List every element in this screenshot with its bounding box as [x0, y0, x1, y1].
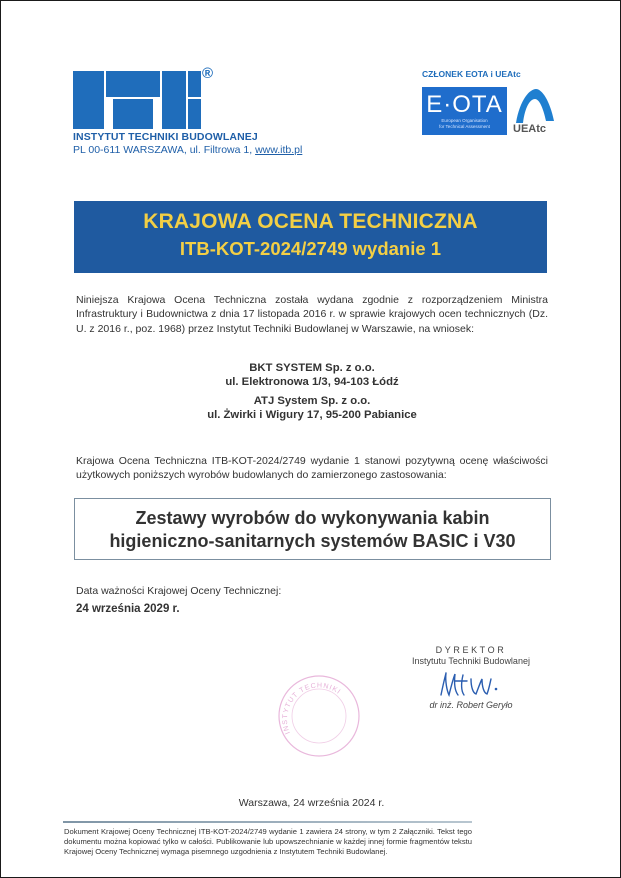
eota-logo-text: E·OTA [426, 91, 503, 118]
applicant-address: ul. Żwirki i Wigury 17, 95-200 Pabianice [207, 409, 417, 421]
product-line-2: higieniczno-sanitarnych systemów BASIC i V30 [109, 531, 516, 551]
signatory-institution: Instytutu Techniki Budowlanej [412, 656, 530, 666]
signatory-name: dr inż. Robert Geryło [429, 700, 513, 710]
title-banner [74, 201, 547, 273]
signatory-title: DYREKTOR [435, 645, 507, 655]
footer-divider [63, 821, 472, 823]
applicant-name: BKT SYSTEM Sp. z o.o. [249, 362, 375, 374]
ueatc-logo-text: UEAtc [513, 123, 547, 135]
document-title: KRAJOWA OCENA TECHNICZNA [143, 210, 478, 233]
registered-mark: ® [202, 65, 214, 82]
signature-icon [433, 669, 503, 699]
assessment-paragraph: Krajowa Ocena Techniczna ITB-KOT-2024/2749 wydanie 1 stanowi pozytywną ocenę właściwości użytkowych poniższych wyrobów budowlanych do zamierzonego zastosowania: [76, 455, 548, 482]
official-stamp-icon [276, 673, 362, 759]
eota-logo-subtitle [422, 118, 507, 130]
eota-subtitle-line-2: for Technical Assessment [439, 124, 490, 129]
institute-name: INSTYTUT TECHNIKI BUDOWLANEJ [73, 131, 258, 143]
intro-paragraph: Niniejsza Krajowa Ocena Techniczna została wydana zgodnie z rozporządzeniem Ministra Infrastruktury i Budownictwa z dnia 17 listopada 2016 r. w sprawie krajowych ocen technicznych (Dz. U. z 2016 r., poz. 1968) przez Instytut Techniki Budowlanej w Warszawie, na wniosek: [76, 294, 548, 335]
eota-subtitle-line-1: European Organisation [441, 118, 488, 123]
applicant-name: ATJ System Sp. z o.o. [253, 395, 371, 407]
applicants-block [76, 361, 548, 422]
product-box [74, 498, 551, 560]
institute-address [73, 144, 302, 156]
address-text: PL 00-611 WARSZAWA, ul. Filtrowa 1, [73, 144, 256, 156]
eota-logo [422, 87, 507, 135]
membership-label: CZŁONEK EOTA i UEAtc [422, 69, 521, 79]
validity-date: 24 września 2029 r. [76, 603, 180, 615]
svg-text:INSTYTUT TECHNIKI: INSTYTUT TECHNIKI [281, 682, 342, 735]
document-number: ITB-KOT-2024/2749 wydanie 1 [179, 238, 442, 259]
itb-logo [73, 71, 201, 129]
product-line-1: Zestawy wyrobów do wykonywania kabin [135, 508, 490, 528]
footer-note: Dokument Krajowej Oceny Technicznej ITB-KOT-2024/2749 wydanie 1 zawiera 24 strony, w tym 2 Załączniki. Tekst tego dokumentu można kopiować tylko w całości. Publikowanie lub upowszechnianie w każdej innej formie fragmentów tekstu Krajowej Oceny Technicznej wymaga pisemnego uzgodnienia z Instytutem Techniki Budowlanej. [64, 827, 472, 856]
website-link[interactable]: www.itb.pl [255, 144, 303, 156]
applicant-address: ul. Elektronowa 1/3, 94-103 Łódź [225, 376, 399, 388]
place-and-date: Warszawa, 24 września 2024 r. [238, 797, 385, 809]
validity-label: Data ważności Krajowej Oceny Technicznej: [76, 585, 282, 597]
